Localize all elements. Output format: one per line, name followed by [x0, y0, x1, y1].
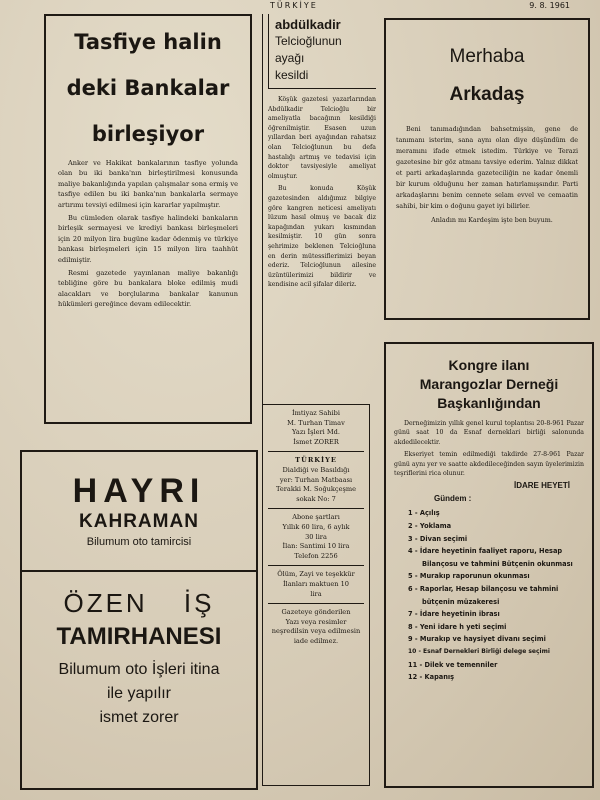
info-line: Yıllık 60 lira, 6 aylık: [282, 522, 350, 531]
info-block: [268, 513, 364, 566]
article-merhaba: [384, 18, 590, 320]
paragraph: Bu cümleden olarak tasfiye halindeki bankaların birleşik sermayesi ve krediyi bankası birleşmeleri için 20 milyon lira bugüne kadar ödenmiş ve türkiye bankası birleşmeleri için 15 milyon lira taahhüt edilmiştir.: [58, 214, 238, 264]
info-line: lira: [310, 589, 322, 598]
ad-ozen-title: ÖZEN İŞ: [63, 588, 215, 618]
article-abdulkadir-title: [268, 14, 376, 89]
agenda-item: 11 - Dilek ve temenniler: [408, 660, 498, 669]
info-line: Gazeteye gönderilen: [281, 608, 351, 617]
headline-line: Başkanlığından: [437, 395, 541, 411]
agenda-list: [394, 507, 584, 683]
agenda-item: bütçenin müzakeresi: [422, 597, 500, 606]
info-block: [268, 456, 364, 509]
info-line: yer: Turhan Matbaası: [279, 475, 353, 484]
paragraph: Ekseriyet temin edilmediği takdirde 27-8-961 Pazar günü aynı yer ve saatte akdedileceğinden sayın üyelerimizin teşriflerini rica olunur.: [394, 451, 584, 478]
article-banks: [44, 14, 252, 424]
ad-ozen: [22, 572, 256, 730]
ad-ozen-line: ile yapılır: [106, 685, 172, 702]
masthead-info: [262, 404, 370, 786]
article-banks-title: [58, 30, 238, 146]
page-header: [0, 0, 600, 14]
agenda-item: 12 - Kapanış: [408, 673, 455, 682]
info-line: M. Turhan Timav: [287, 418, 345, 427]
headline-line: deki Bankalar: [66, 76, 230, 100]
headline-line: Arkadaş: [449, 84, 525, 105]
article-abdulkadir: [268, 14, 376, 412]
headline-line: kesildi: [275, 68, 309, 82]
issue-date: 9. 8. 1961: [529, 1, 570, 10]
article-abdulkadir-body: [268, 95, 376, 290]
agenda-item: 7 - İdare heyetinin ibrası: [408, 610, 500, 619]
agenda-item: 3 - Divan seçimi: [408, 534, 468, 543]
info-line: Yazı İşleri Md.: [292, 428, 340, 437]
notice-kongre: [384, 342, 594, 788]
agenda-item: 8 - Yeni idare h yeti seçimi: [408, 622, 507, 631]
article-banks-body: [58, 158, 238, 310]
info-line: Dialdiği ve Basıldığı: [282, 465, 350, 474]
paragraph: Anladın mı Kardeşim işte ben buyum.: [431, 216, 553, 224]
agenda-item: 6 - Raporlar, Hesap bilançosu ve tahmini: [408, 585, 559, 593]
info-line: İsmet ZORER: [293, 437, 339, 446]
ad-hayri-top: [22, 452, 256, 572]
info-line: sokak No: 7: [296, 494, 336, 503]
info-block: [268, 608, 364, 646]
notice-kongre-body: [394, 419, 584, 478]
info-line: Yazı veya resimler neşredilsin veya edilmesin: [271, 617, 361, 636]
column-divider: [262, 14, 263, 434]
info-line: Terakki M. Soğukçeşme: [275, 485, 357, 494]
agenda-item: 9 - Murakıp ve haysiyet divanı seçimi: [408, 635, 546, 644]
paragraph: Bu konuda Köşük gazetesinden aldığımız bilgiye göre kangren neticesi ameliyatı lüzum hasıl olmuş ve bacak diz kapağından yukarı kısmından kesilmiştir. 10 gün sonra şehrimize beklenen Telcioğluna en derin mütessiflerimizi beyan ederiz. Telcioğlunun ailesine üzüntülerimizi bildirir ve kendisine acil şifalar dileriz.: [268, 185, 376, 289]
article-merhaba-body: [396, 124, 578, 226]
paragraph: Beni tanımadığından bahsetmişsin, gene de tanımanı isterim, sana aynı olan diye düşündüm de meramını ifade etmek istedim. Türkiye ve Terazi gazetesine bir göz atmanı tavsiye ederim. Yalnız dikkat et parti arkadaşlarında gazeteciliğin ne kadar önemli bir kurum olduğunu her zaman hatırlamışsındır. Parti arkadaşlarını benim cennete selam evvel ve cemaatin sahibi, bir kim o doğunu gayet iyi bilirler.: [396, 125, 578, 210]
agenda-item: 1 - Açılış: [408, 509, 440, 518]
headline-line: Tasfiye halin: [74, 30, 222, 54]
ad-ozen-line: ismet zorer: [99, 709, 179, 726]
info-line: iade edilmez.: [293, 636, 339, 645]
ad-name: HAYRI: [72, 472, 206, 510]
agenda-item: 4 - İdare heyetinin faaliyet raporu, Hesap: [408, 547, 563, 556]
headline-line: birleşiyor: [91, 122, 205, 146]
agenda-label: Gündem :: [434, 494, 472, 504]
info-line: Ölüm, Zayi ve teşekkür İlanları maktuen 10: [277, 570, 355, 588]
agenda-item: 2 - Yoklama: [408, 522, 452, 531]
notice-kongre-title: [394, 356, 584, 413]
headline-line: Merhaba: [449, 46, 525, 67]
info-block: [268, 570, 364, 604]
ad-surname: KAHRAMAN: [79, 511, 199, 532]
ad-tagline: Bilumum oto tamircisi: [86, 536, 192, 548]
ad-hayri-kahraman: [20, 450, 258, 790]
paragraph: Anker ve Hakikat bankalarının tasfiye yolunda olan bu iki banka'nın birleştirilmesi konusunda maliye bakanlığında yapılan çalışmalar sona ermiş ve tasfiye edilen bu iki banka'nın bankalarla sermaye artırımı tevsiyi edilmesi için kararlar yapılmıştır.: [58, 159, 238, 209]
ad-ozen-line: Bilumum oto İşleri itina: [58, 661, 220, 678]
paragraph: Resmi gazetede yayınlanan maliye bakanlığı tebliğine göre bu bankalara bloke edilmiş mudi alacakları ve borçlularına bankalar kanunun hükümleri gereğince devam edilecektir.: [58, 269, 238, 309]
ad-ozen-title2: TAMIRHANESI: [56, 623, 222, 650]
agenda-item: 10 - Esnaf Dernekleri Birliği delege seçimi: [408, 647, 550, 655]
info-line: Abone şartları: [292, 513, 340, 522]
info-line: 30 lira: [305, 532, 327, 541]
info-line: İmtiyaz Sahibi: [292, 409, 340, 417]
headline-line: Kongre ilanı: [448, 357, 530, 373]
headline-line: abdülkadir: [275, 17, 341, 32]
headline-line: Telcioğlunun: [275, 34, 342, 48]
paragraph: Köşük gazetesi yazarlarından Abdülkadir Telcioğlu bir ameliyatla bacağının kesildiği öğrenilmiştir. Esasen uzun yıllardan beri ayağından rahatsız olan Telcioğlunun bu defa hastalığı artmış ve tedavisi için doktor tavsiyesiyle ameliyat olmuştur.: [268, 96, 376, 180]
notice-signature: İDARE HEYETİ: [513, 481, 570, 491]
headline-line: ayağı: [275, 51, 305, 65]
agenda-item: Bilançosu ve tahmini Bütçenin okunması: [422, 559, 573, 568]
paragraph: Derneğimizin yıllık genel kurul toplantısı 20-8-961 Pazar günü saat 10 da Esnaf derneklari birliği salonunda akdedilecektir.: [394, 420, 584, 446]
agenda-item: 5 - Murakıp raporunun okunması: [408, 572, 530, 581]
headline-line: Marangozlar Derneği: [419, 376, 559, 392]
newspaper-name: TÜRKİYE: [270, 1, 318, 10]
info-line: İlan: Santimi 10 lira: [282, 542, 350, 551]
info-block: [268, 409, 364, 452]
info-line: TÜRKİYE: [295, 456, 337, 465]
info-line: Telefon 2256: [294, 551, 338, 560]
